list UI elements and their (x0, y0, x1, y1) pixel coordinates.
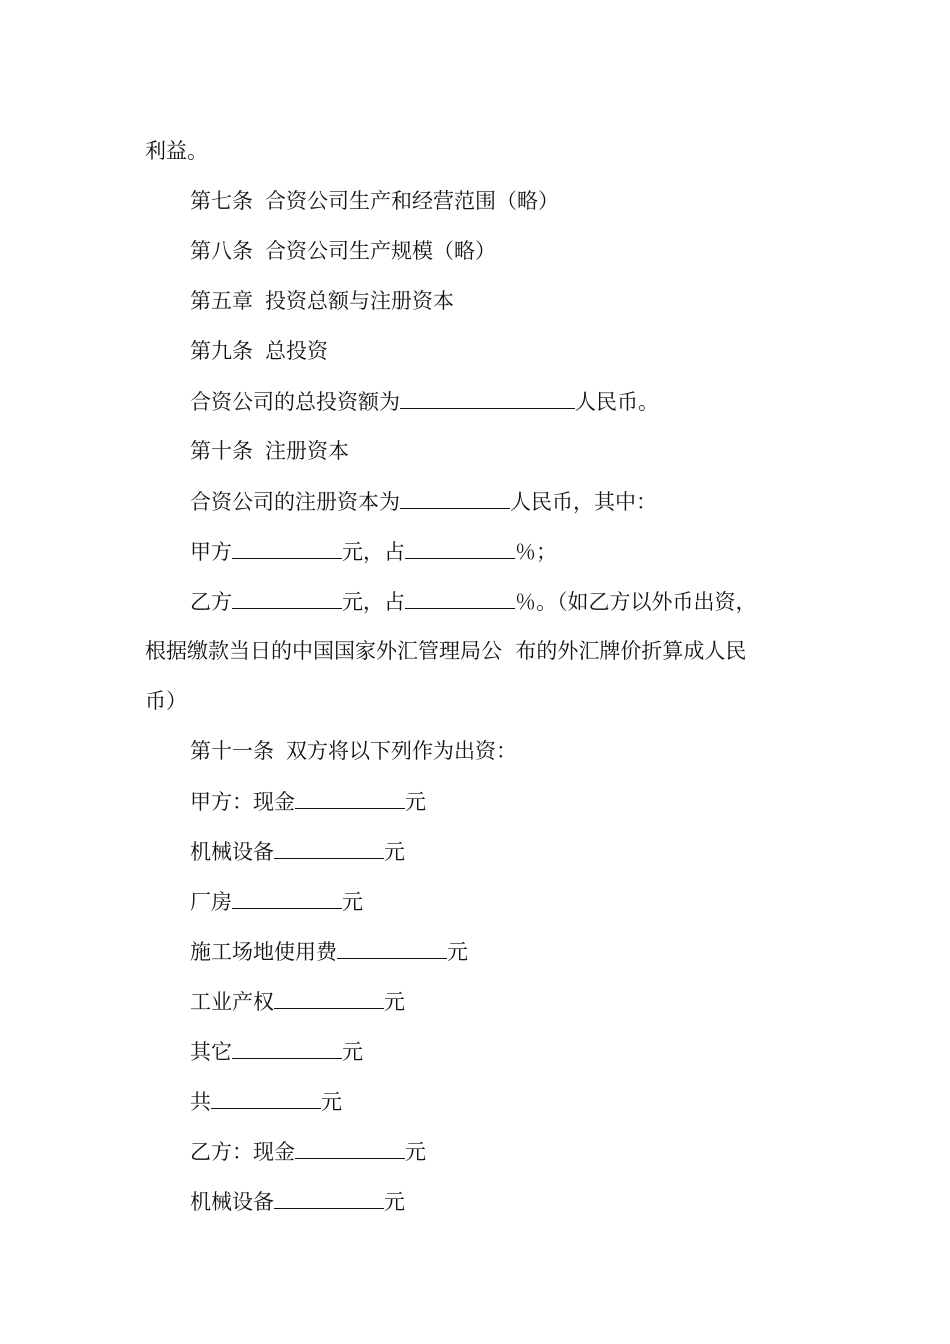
party-a-site-fee-blank[interactable] (337, 936, 447, 959)
exchange-rate-note-end: 币） (145, 689, 187, 713)
party-a-cash-blank[interactable] (295, 786, 405, 809)
party-a-total-line: 共 元 (190, 1086, 342, 1116)
party-a-ip-blank[interactable] (274, 986, 384, 1009)
paragraph-continuation: 利益。 (145, 139, 208, 163)
article-7: 第七条 合资公司生产和经营范围（略） (190, 189, 559, 213)
party-a-other-line: 其它 元 (190, 1036, 363, 1066)
party-a-total-blank[interactable] (211, 1086, 321, 1109)
article-8: 第八条 合资公司生产规模（略） (190, 239, 496, 263)
article-9: 第九条 总投资 (190, 339, 328, 363)
party-a-share-line: 甲方 元，占 ％； (190, 536, 557, 566)
party-a-percent-blank[interactable] (405, 536, 515, 559)
party-b-amount-blank[interactable] (232, 586, 342, 609)
registered-capital-line: 合资公司的注册资本为 人民币，其中： (190, 486, 657, 516)
party-a-machinery-blank[interactable] (274, 836, 384, 859)
party-b-machinery-line: 机械设备 元 (190, 1186, 405, 1216)
party-b-machinery-blank[interactable] (274, 1186, 384, 1209)
article-10: 第十条 注册资本 (190, 439, 349, 463)
party-a-factory-line: 厂房 元 (190, 886, 363, 916)
party-b-cash-blank[interactable] (295, 1136, 405, 1159)
party-a-factory-blank[interactable] (232, 886, 342, 909)
registered-capital-blank[interactable] (400, 486, 510, 509)
total-investment-line: 合资公司的总投资额为 人民币。 (190, 386, 659, 416)
party-b-cash-line: 乙方：现金 元 (190, 1136, 426, 1166)
article-11: 第十一条 双方将以下列作为出资： (190, 739, 517, 763)
party-a-ip-line: 工业产权 元 (190, 986, 405, 1016)
party-a-amount-blank[interactable] (232, 536, 342, 559)
exchange-rate-note: 根据缴款当日的中国国家外汇管理局公 布的外汇牌价折算成人民 (145, 639, 747, 663)
party-a-other-blank[interactable] (232, 1036, 342, 1059)
total-investment-blank[interactable] (400, 386, 575, 409)
party-a-cash-line: 甲方：现金 元 (190, 786, 426, 816)
party-a-site-fee-line: 施工场地使用费 元 (190, 936, 468, 966)
chapter-5-heading: 第五章 投资总额与注册资本 (190, 289, 454, 313)
party-b-percent-blank[interactable] (405, 586, 515, 609)
party-a-machinery-line: 机械设备 元 (190, 836, 405, 866)
party-b-share-line: 乙方 元，占 ％。（如乙方以外币出资， (190, 586, 757, 616)
